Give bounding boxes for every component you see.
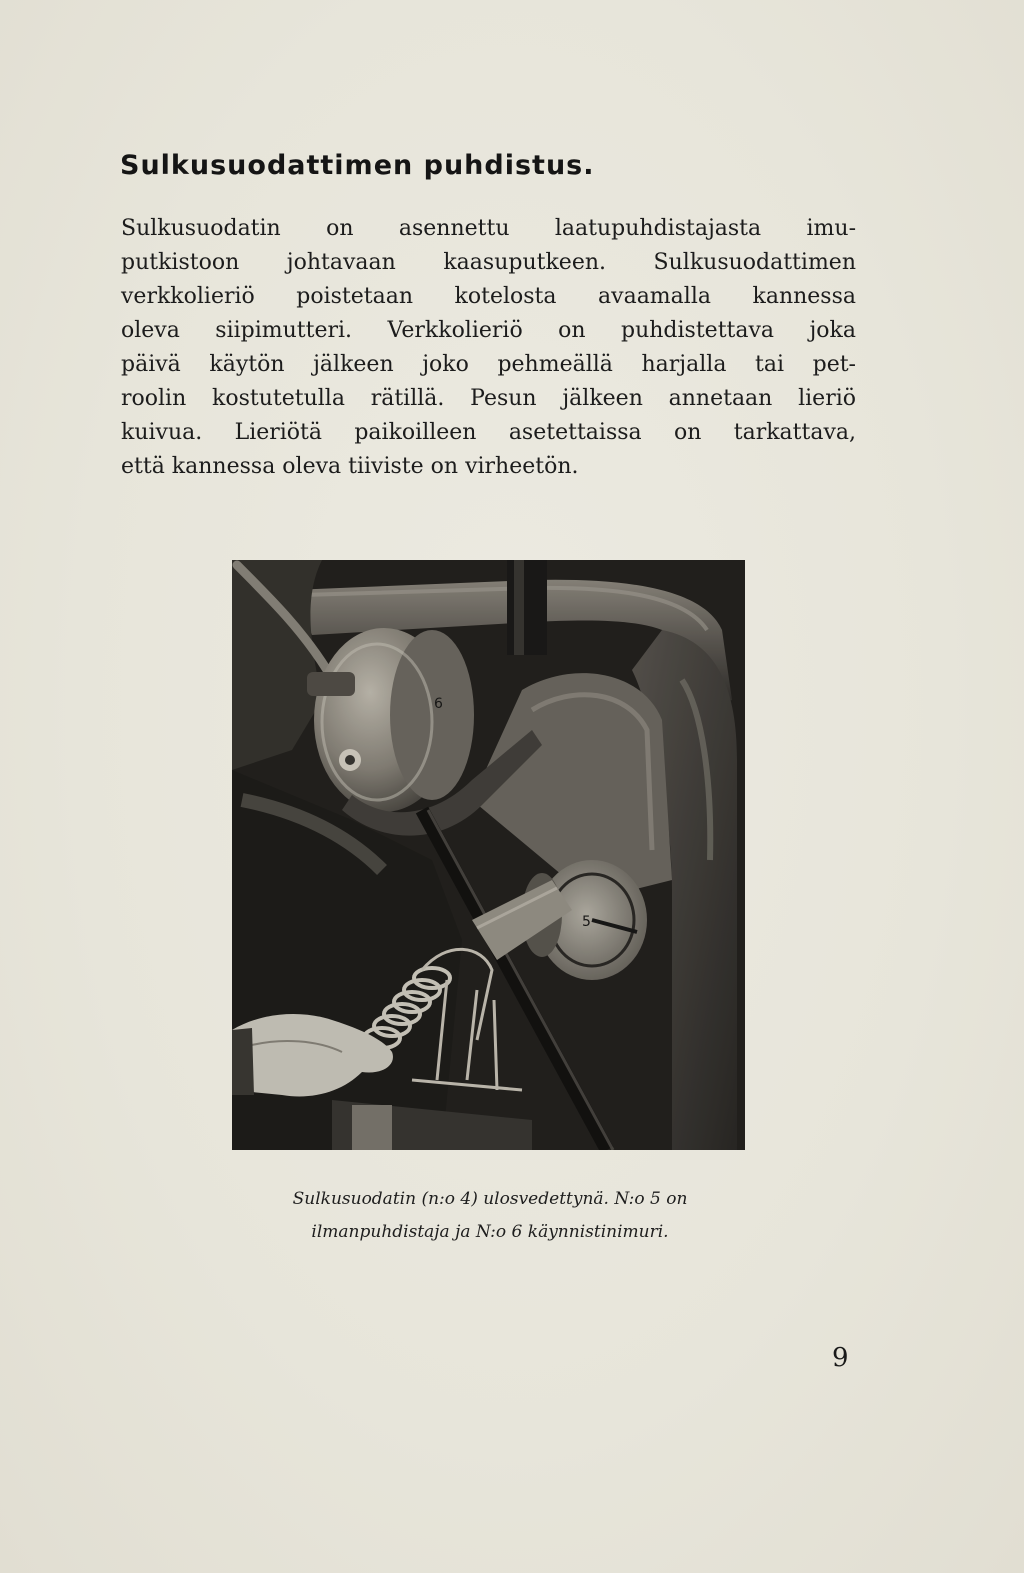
body-line: että kannessa oleva tiiviste on virheetön.: [121, 454, 579, 479]
body-line: roolin kostutetulla rätillä. Pesun jälkeen annetaan lieriö: [121, 386, 856, 411]
photo-label-5: 5: [582, 914, 591, 930]
photo-caption: [200, 1183, 780, 1249]
body-line: verkkolieriö poistetaan kotelosta avaamalla kannessa: [121, 284, 856, 309]
body-line: putkistoon johtavaan kaasuputkeen. Sulkusuodattimen: [121, 250, 856, 275]
page-number: 9: [832, 1343, 849, 1373]
body-line: kuivua. Lieriötä paikoilleen asetettaissa on tarkattava,: [121, 420, 856, 445]
body-line: oleva siipimutteri. Verkkolieriö on puhdistettava joka: [121, 318, 856, 343]
engine-photo: [232, 560, 745, 1150]
body-line: päivä käytön jälkeen joko pehmeällä harjalla tai pet-: [121, 352, 856, 377]
caption-line: ilmanpuhdistaja ja N:o 6 käynnistinimuri.: [311, 1222, 669, 1242]
section-heading: Sulkusuodattimen puhdistus.: [120, 150, 595, 181]
photo-label-6: 6: [434, 696, 443, 712]
body-paragraph: [121, 212, 856, 484]
caption-line: Sulkusuodatin (n:o 4) ulosvedettynä. N:o 5 on: [292, 1189, 688, 1209]
body-line: Sulkusuodatin on asennettu laatupuhdistajasta imu-: [121, 216, 856, 241]
